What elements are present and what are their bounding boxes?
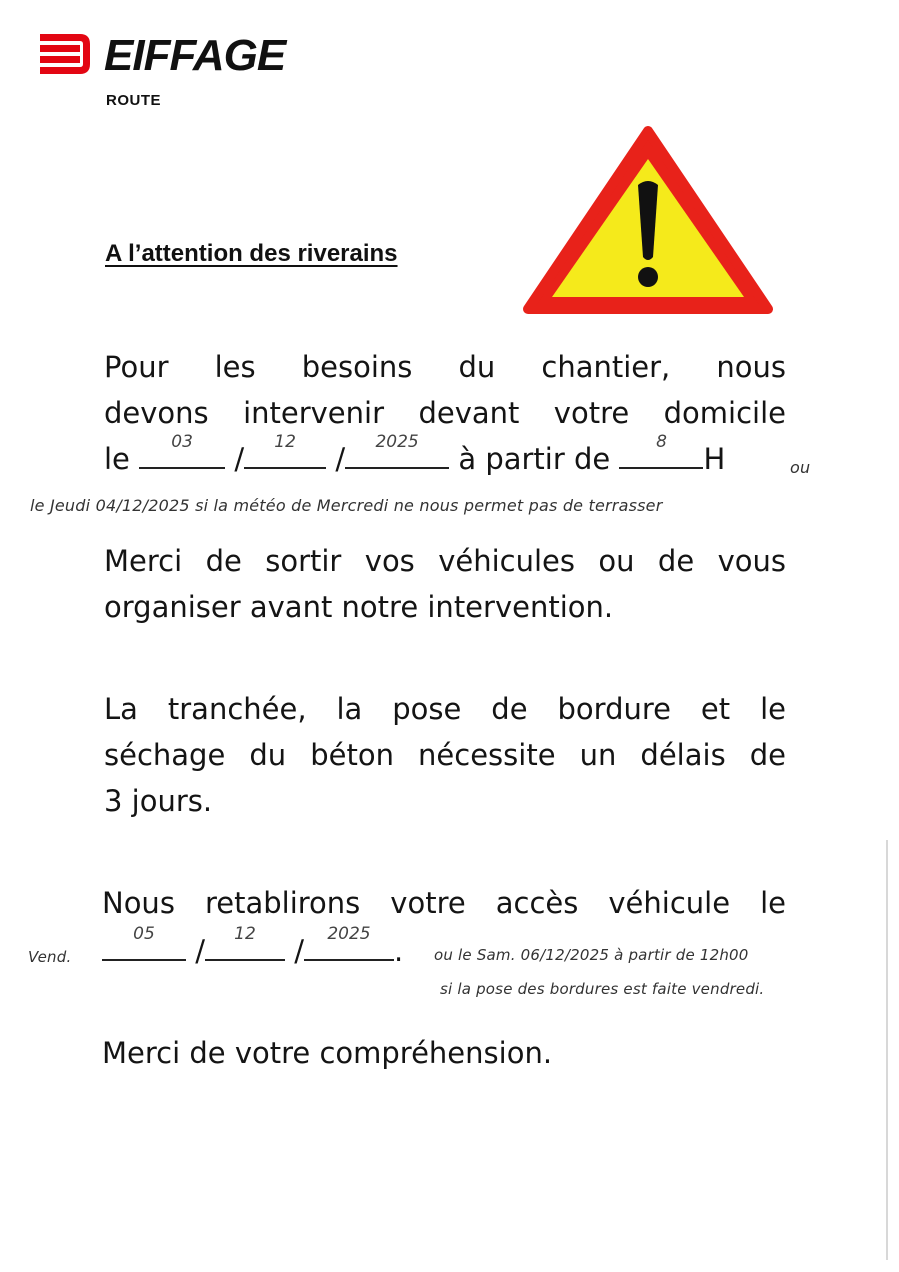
para1-line1: Pour les besoins du chantier, nous xyxy=(104,350,786,384)
month-field: 12 xyxy=(244,439,326,469)
para3-line2: séchage du béton nécessite un délais de xyxy=(104,738,786,772)
para4-date-line xyxy=(102,924,404,974)
warning-triangle-icon xyxy=(522,125,774,317)
handwritten-vend: Vend. xyxy=(28,948,72,966)
hour-field: 8 xyxy=(619,439,703,469)
hour-unit: H xyxy=(703,442,726,476)
date-sep: / xyxy=(294,934,304,968)
para1-line3 xyxy=(104,432,726,482)
notice-heading: A l’attention des riverains xyxy=(105,240,398,267)
a-partir-text: à partir de xyxy=(458,442,611,476)
para2-line1: Merci de sortir vos véhicules ou de vous xyxy=(104,544,786,578)
period: . xyxy=(394,934,404,968)
date-sep: / xyxy=(335,442,346,476)
handwritten-note-2: ou le Sam. 06/12/2025 à partir de 12h00 xyxy=(434,946,749,964)
para4-line1: Nous retablirons votre accès véhicule le xyxy=(102,886,786,920)
handwritten-note-1: le Jeudi 04/12/2025 si la météo de Mercredi ne nous permet pas de terrasser xyxy=(30,496,663,515)
date-sep: / xyxy=(234,442,245,476)
day-field: 03 xyxy=(139,439,225,469)
scan-edge-line xyxy=(886,840,888,1260)
handwritten-ou: ou xyxy=(790,458,811,477)
return-day-field: 05 xyxy=(102,931,186,961)
year-field: 2025 xyxy=(345,439,449,469)
brand-division: ROUTE xyxy=(106,92,161,109)
date-sep: / xyxy=(195,934,205,968)
para3-line3: 3 jours. xyxy=(104,784,213,818)
para2-line2: organiser avant notre intervention. xyxy=(104,590,614,624)
return-month-field: 12 xyxy=(205,931,285,961)
return-year-field: 2025 xyxy=(304,931,394,961)
handwritten-note-3: si la pose des bordures est faite vendredi. xyxy=(440,980,765,998)
para1-line2: devons intervenir devant votre domicile xyxy=(104,396,786,430)
brand-name: EIFFAGE xyxy=(104,31,286,80)
para3-line1: La tranchée, la pose de bordure et le xyxy=(104,692,786,726)
le-text: le xyxy=(104,442,130,476)
eiffage-logo-icon xyxy=(40,30,90,78)
closing-text: Merci de votre compréhension. xyxy=(102,1036,553,1070)
